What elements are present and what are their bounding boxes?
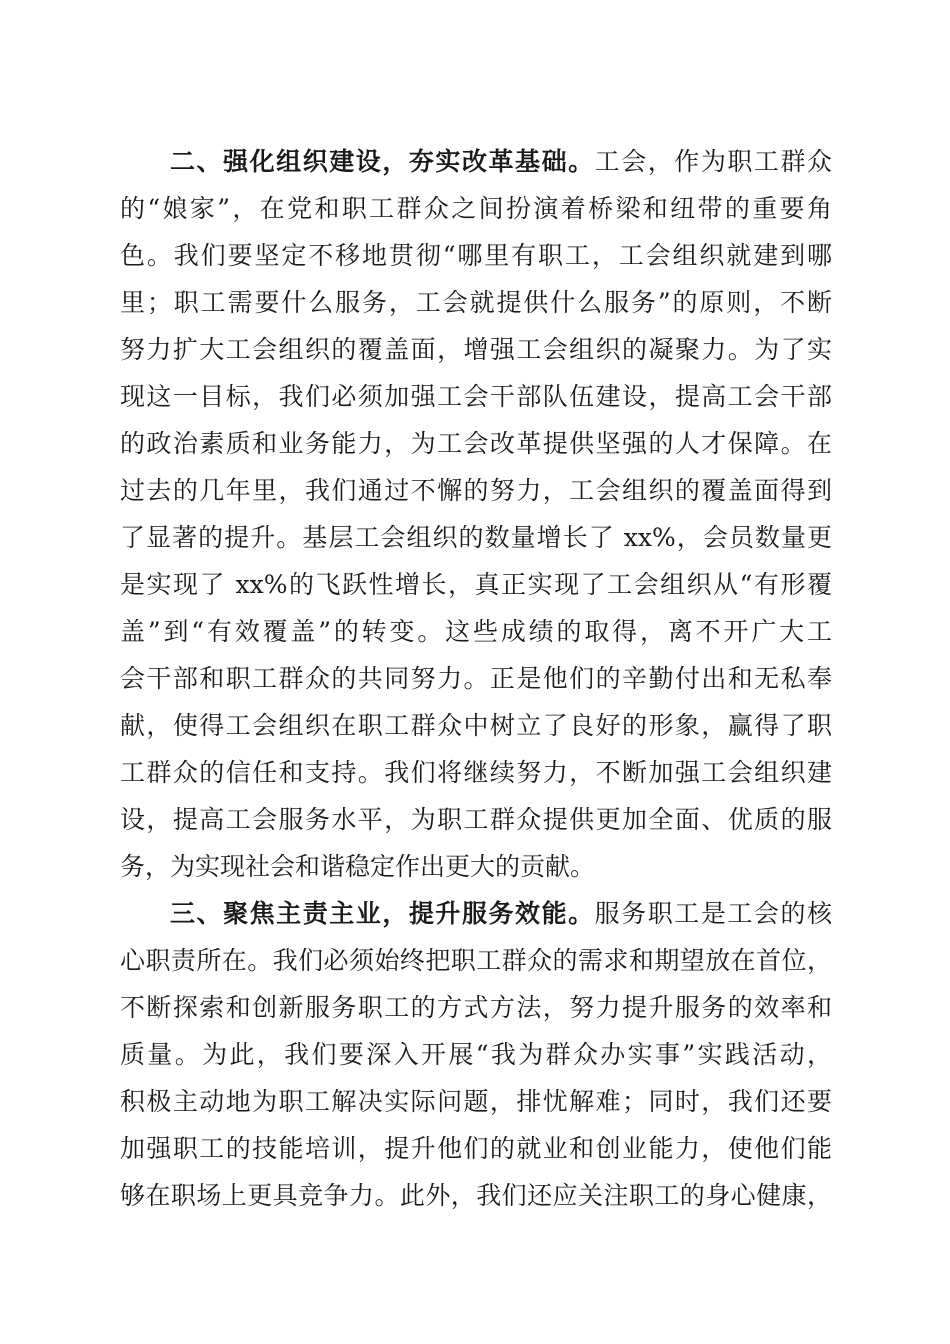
paragraph-1-line-1-text: 工会，作为职工群众 — [594, 147, 832, 176]
paragraph-1-line: 里；职工需要什么服务，工会就提供什么服务”的原则，不断 — [120, 288, 832, 317]
paragraph-1-line: 是实现了 xx%的飞跃性增长，真正实现了工会组织从“有形覆 — [120, 570, 832, 599]
paragraph-2-line: 不断探索和创新服务职工的方式方法，努力提升服务的效率和 — [120, 993, 832, 1022]
paragraph-1-line: 盖”到“有效覆盖”的转变。这些成绩的取得，离不开广大工 — [120, 617, 832, 646]
paragraph-2-line: 积极主动地为职工解决实际问题，排忧解难；同时，我们还要 — [120, 1087, 832, 1116]
paragraph-2-line-1-text: 服务职工是工会的核 — [594, 899, 832, 928]
paragraph-1-line: 了显著的提升。基层工会组织的数量增长了 xx%，会员数量更 — [120, 523, 832, 552]
paragraph-1-line: 务，为实现社会和谐稳定作出更大的贡献。 — [120, 852, 596, 881]
paragraph-1-line: 会干部和职工群众的共同努力。正是他们的辛勤付出和无私奉 — [120, 664, 832, 693]
paragraph-1-line: 色。我们要坚定不移地贯彻“哪里有职工，工会组织就建到哪 — [120, 241, 832, 270]
paragraph-1-line: 设，提高工会服务水平，为职工群众提供更加全面、优质的服 — [120, 805, 832, 834]
paragraph-2-line: 心职责所在。我们必须始终把职工群众的需求和期望放在首位， — [120, 946, 832, 975]
paragraph-2-line: 够在职场上更具竞争力。此外，我们还应关注职工的身心健康， — [120, 1181, 832, 1210]
paragraph-1-line: 工群众的信任和支持。我们将继续努力，不断加强工会组织建 — [120, 758, 832, 787]
paragraph-1-line: 过去的几年里，我们通过不懈的努力，工会组织的覆盖面得到 — [120, 476, 832, 505]
paragraph-2-line: 加强职工的技能培训，提升他们的就业和创业能力，使他们能 — [120, 1134, 832, 1163]
paragraph-2-line-1 — [170, 894, 832, 934]
paragraph-1-line: 努力扩大工会组织的覆盖面，增强工会组织的凝聚力。为了实 — [120, 335, 832, 364]
paragraph-1-line: 的政治素质和业务能力，为工会改革提供坚强的人才保障。在 — [120, 429, 832, 458]
paragraph-1-line-1 — [170, 142, 832, 182]
paragraph-2-heading: 三、聚焦主责主业，提升服务效能。 — [170, 899, 595, 928]
paragraph-1-line: 现这一目标，我们必须加强工会干部队伍建设，提高工会干部 — [120, 382, 832, 411]
paragraph-2-line: 质量。为此，我们要深入开展“我为群众办实事”实践活动， — [120, 1040, 832, 1069]
paragraph-1-line: 的“娘家”，在党和职工群众之间扮演着桥梁和纽带的重要角 — [120, 194, 832, 223]
paragraph-1-heading: 二、强化组织建设，夯实改革基础。 — [170, 147, 595, 176]
paragraph-1-line: 献，使得工会组织在职工群众中树立了良好的形象，赢得了职 — [120, 711, 832, 740]
